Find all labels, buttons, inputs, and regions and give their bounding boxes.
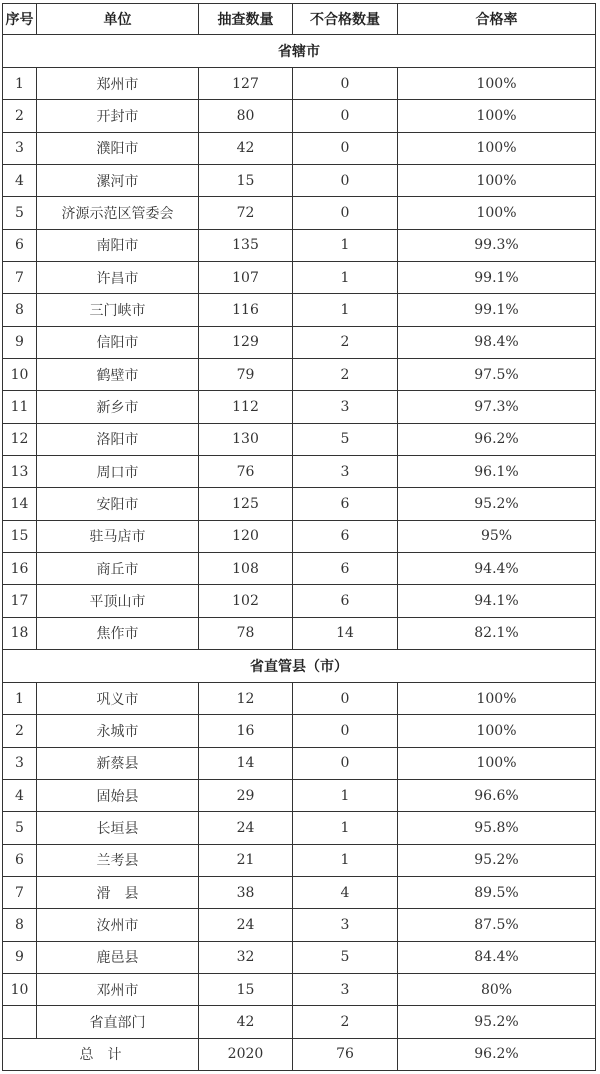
row-pass-rate: 99.3% [398, 229, 596, 261]
row-checked-count: 127 [199, 68, 293, 100]
row-pass-rate: 100% [398, 165, 596, 197]
row-checked-count: 24 [199, 909, 293, 941]
row-index: 7 [3, 876, 37, 908]
row-failed-count: 2 [293, 326, 398, 358]
row-pass-rate: 87.5% [398, 909, 596, 941]
row-checked-count: 135 [199, 229, 293, 261]
row-checked-count: 76 [199, 455, 293, 487]
row-failed-count: 0 [293, 132, 398, 164]
row-pass-rate: 96.6% [398, 779, 596, 811]
header-failed-count: 不合格数量 [293, 4, 398, 35]
row-index: 7 [3, 262, 37, 294]
row-failed-count: 6 [293, 520, 398, 552]
row-failed-count: 0 [293, 197, 398, 229]
row-checked-count: 72 [199, 197, 293, 229]
row-checked-count: 29 [199, 779, 293, 811]
row-checked-count: 108 [199, 552, 293, 584]
row-checked-count: 78 [199, 617, 293, 649]
row-pass-rate: 84.4% [398, 941, 596, 973]
table-row [3, 326, 596, 358]
row-index: 8 [3, 909, 37, 941]
row-failed-count: 4 [293, 876, 398, 908]
row-pass-rate: 100% [398, 747, 596, 779]
header-unit: 单位 [37, 4, 199, 35]
row-index: 16 [3, 552, 37, 584]
row-failed-count: 5 [293, 423, 398, 455]
table-row [3, 262, 596, 294]
row-failed-count: 1 [293, 262, 398, 294]
row-unit: 安阳市 [37, 488, 199, 520]
row-failed-count: 5 [293, 941, 398, 973]
row-checked-count: 102 [199, 585, 293, 617]
table-row [3, 229, 596, 261]
row-pass-rate: 98.4% [398, 326, 596, 358]
row-pass-rate: 99.1% [398, 262, 596, 294]
row-pass-rate: 99.1% [398, 294, 596, 326]
row-unit: 开封市 [37, 100, 199, 132]
row-unit: 濮阳市 [37, 132, 199, 164]
table-row [3, 715, 596, 747]
row-index: 10 [3, 973, 37, 1005]
table-row [3, 973, 596, 1005]
row-index: 9 [3, 941, 37, 973]
row-pass-rate: 100% [398, 132, 596, 164]
row-failed-count: 3 [293, 455, 398, 487]
row-checked-count: 15 [199, 973, 293, 1005]
row-index: 3 [3, 132, 37, 164]
row-index: 2 [3, 715, 37, 747]
table-row [3, 1006, 596, 1038]
row-checked-count: 112 [199, 391, 293, 423]
row-index: 2 [3, 100, 37, 132]
row-unit: 驻马店市 [37, 520, 199, 552]
row-pass-rate: 100% [398, 68, 596, 100]
row-index: 5 [3, 197, 37, 229]
row-unit: 南阳市 [37, 229, 199, 261]
row-pass-rate: 97.3% [398, 391, 596, 423]
total-failed-count: 76 [293, 1038, 398, 1070]
table-row [3, 909, 596, 941]
row-pass-rate: 95.2% [398, 844, 596, 876]
row-failed-count: 2 [293, 1006, 398, 1038]
row-unit: 信阳市 [37, 326, 199, 358]
table-row [3, 100, 596, 132]
row-unit: 邓州市 [37, 973, 199, 1005]
inspection-table [2, 3, 596, 1071]
row-checked-count: 14 [199, 747, 293, 779]
row-unit: 鹿邑县 [37, 941, 199, 973]
row-unit: 洛阳市 [37, 423, 199, 455]
row-index: 4 [3, 165, 37, 197]
row-pass-rate: 100% [398, 197, 596, 229]
table-row [3, 423, 596, 455]
row-pass-rate: 95.2% [398, 488, 596, 520]
row-failed-count: 0 [293, 682, 398, 714]
section-header-row [3, 35, 596, 68]
row-checked-count: 21 [199, 844, 293, 876]
total-pass-rate: 96.2% [398, 1038, 596, 1070]
row-failed-count: 1 [293, 229, 398, 261]
row-failed-count: 3 [293, 391, 398, 423]
row-unit: 漯河市 [37, 165, 199, 197]
row-failed-count: 3 [293, 973, 398, 1005]
row-failed-count: 0 [293, 715, 398, 747]
row-unit: 新乡市 [37, 391, 199, 423]
table-row [3, 585, 596, 617]
row-checked-count: 80 [199, 100, 293, 132]
row-unit: 鹤壁市 [37, 358, 199, 390]
row-index: 1 [3, 68, 37, 100]
total-checked-count: 2020 [199, 1038, 293, 1070]
row-pass-rate: 82.1% [398, 617, 596, 649]
row-index: 8 [3, 294, 37, 326]
row-failed-count: 6 [293, 552, 398, 584]
table-row [3, 391, 596, 423]
row-failed-count: 0 [293, 747, 398, 779]
row-checked-count: 32 [199, 941, 293, 973]
table-row [3, 488, 596, 520]
row-failed-count: 1 [293, 844, 398, 876]
row-unit: 周口市 [37, 455, 199, 487]
row-failed-count: 2 [293, 358, 398, 390]
table-row [3, 747, 596, 779]
row-checked-count: 15 [199, 165, 293, 197]
row-unit: 省直部门 [37, 1006, 199, 1038]
row-checked-count: 120 [199, 520, 293, 552]
row-index: 18 [3, 617, 37, 649]
row-index: 4 [3, 779, 37, 811]
row-unit: 兰考县 [37, 844, 199, 876]
row-pass-rate: 96.1% [398, 455, 596, 487]
row-index: 6 [3, 229, 37, 261]
row-checked-count: 38 [199, 876, 293, 908]
table-body [3, 35, 596, 1071]
row-unit: 济源示范区管委会 [37, 197, 199, 229]
header-index: 序号 [3, 4, 37, 35]
row-unit: 长垣县 [37, 812, 199, 844]
row-failed-count: 0 [293, 100, 398, 132]
header-pass-rate: 合格率 [398, 4, 596, 35]
row-unit: 许昌市 [37, 262, 199, 294]
row-pass-rate: 96.2% [398, 423, 596, 455]
table-row [3, 520, 596, 552]
row-index: 13 [3, 455, 37, 487]
table-row [3, 552, 596, 584]
row-unit: 固始县 [37, 779, 199, 811]
row-checked-count: 42 [199, 132, 293, 164]
row-failed-count: 14 [293, 617, 398, 649]
section-header-row [3, 649, 596, 682]
header-checked-count: 抽查数量 [199, 4, 293, 35]
row-index: 15 [3, 520, 37, 552]
table-row [3, 455, 596, 487]
row-index: 1 [3, 682, 37, 714]
row-failed-count: 1 [293, 779, 398, 811]
row-pass-rate: 100% [398, 715, 596, 747]
row-failed-count: 0 [293, 165, 398, 197]
header-row [3, 4, 596, 35]
row-index: 3 [3, 747, 37, 779]
row-index: 11 [3, 391, 37, 423]
row-pass-rate: 80% [398, 973, 596, 1005]
table-row [3, 68, 596, 100]
row-failed-count: 0 [293, 68, 398, 100]
row-checked-count: 24 [199, 812, 293, 844]
row-pass-rate: 100% [398, 100, 596, 132]
row-checked-count: 116 [199, 294, 293, 326]
table-row [3, 812, 596, 844]
row-failed-count: 6 [293, 488, 398, 520]
section-title: 省直管县（市） [3, 649, 596, 682]
table-row [3, 876, 596, 908]
row-checked-count: 129 [199, 326, 293, 358]
row-index: 17 [3, 585, 37, 617]
row-index: 9 [3, 326, 37, 358]
table-row [3, 779, 596, 811]
row-failed-count: 3 [293, 909, 398, 941]
row-failed-count: 1 [293, 294, 398, 326]
row-pass-rate: 94.1% [398, 585, 596, 617]
row-unit: 汝州市 [37, 909, 199, 941]
row-unit: 三门峡市 [37, 294, 199, 326]
row-index: 14 [3, 488, 37, 520]
row-checked-count: 125 [199, 488, 293, 520]
row-unit: 商丘市 [37, 552, 199, 584]
row-checked-count: 107 [199, 262, 293, 294]
row-unit: 滑 县 [37, 876, 199, 908]
row-unit: 新蔡县 [37, 747, 199, 779]
section-title: 省辖市 [3, 35, 596, 68]
row-failed-count: 6 [293, 585, 398, 617]
table-row [3, 617, 596, 649]
row-unit: 郑州市 [37, 68, 199, 100]
table-row [3, 844, 596, 876]
row-failed-count: 1 [293, 812, 398, 844]
table-row [3, 682, 596, 714]
row-checked-count: 16 [199, 715, 293, 747]
table-row [3, 197, 596, 229]
row-pass-rate: 95.8% [398, 812, 596, 844]
row-pass-rate: 89.5% [398, 876, 596, 908]
row-pass-rate: 95.2% [398, 1006, 596, 1038]
row-pass-rate: 100% [398, 682, 596, 714]
table-row [3, 165, 596, 197]
row-index: 10 [3, 358, 37, 390]
row-pass-rate: 97.5% [398, 358, 596, 390]
row-unit: 永城市 [37, 715, 199, 747]
row-unit: 平顶山市 [37, 585, 199, 617]
row-checked-count: 130 [199, 423, 293, 455]
row-index [3, 1006, 37, 1038]
total-row [3, 1038, 596, 1070]
row-index: 5 [3, 812, 37, 844]
row-checked-count: 42 [199, 1006, 293, 1038]
total-label: 总 计 [3, 1038, 199, 1070]
row-unit: 巩义市 [37, 682, 199, 714]
row-checked-count: 12 [199, 682, 293, 714]
row-pass-rate: 94.4% [398, 552, 596, 584]
table-row [3, 358, 596, 390]
row-checked-count: 79 [199, 358, 293, 390]
row-index: 12 [3, 423, 37, 455]
table-row [3, 132, 596, 164]
row-unit: 焦作市 [37, 617, 199, 649]
row-pass-rate: 95% [398, 520, 596, 552]
table-row [3, 941, 596, 973]
table-row [3, 294, 596, 326]
row-index: 6 [3, 844, 37, 876]
